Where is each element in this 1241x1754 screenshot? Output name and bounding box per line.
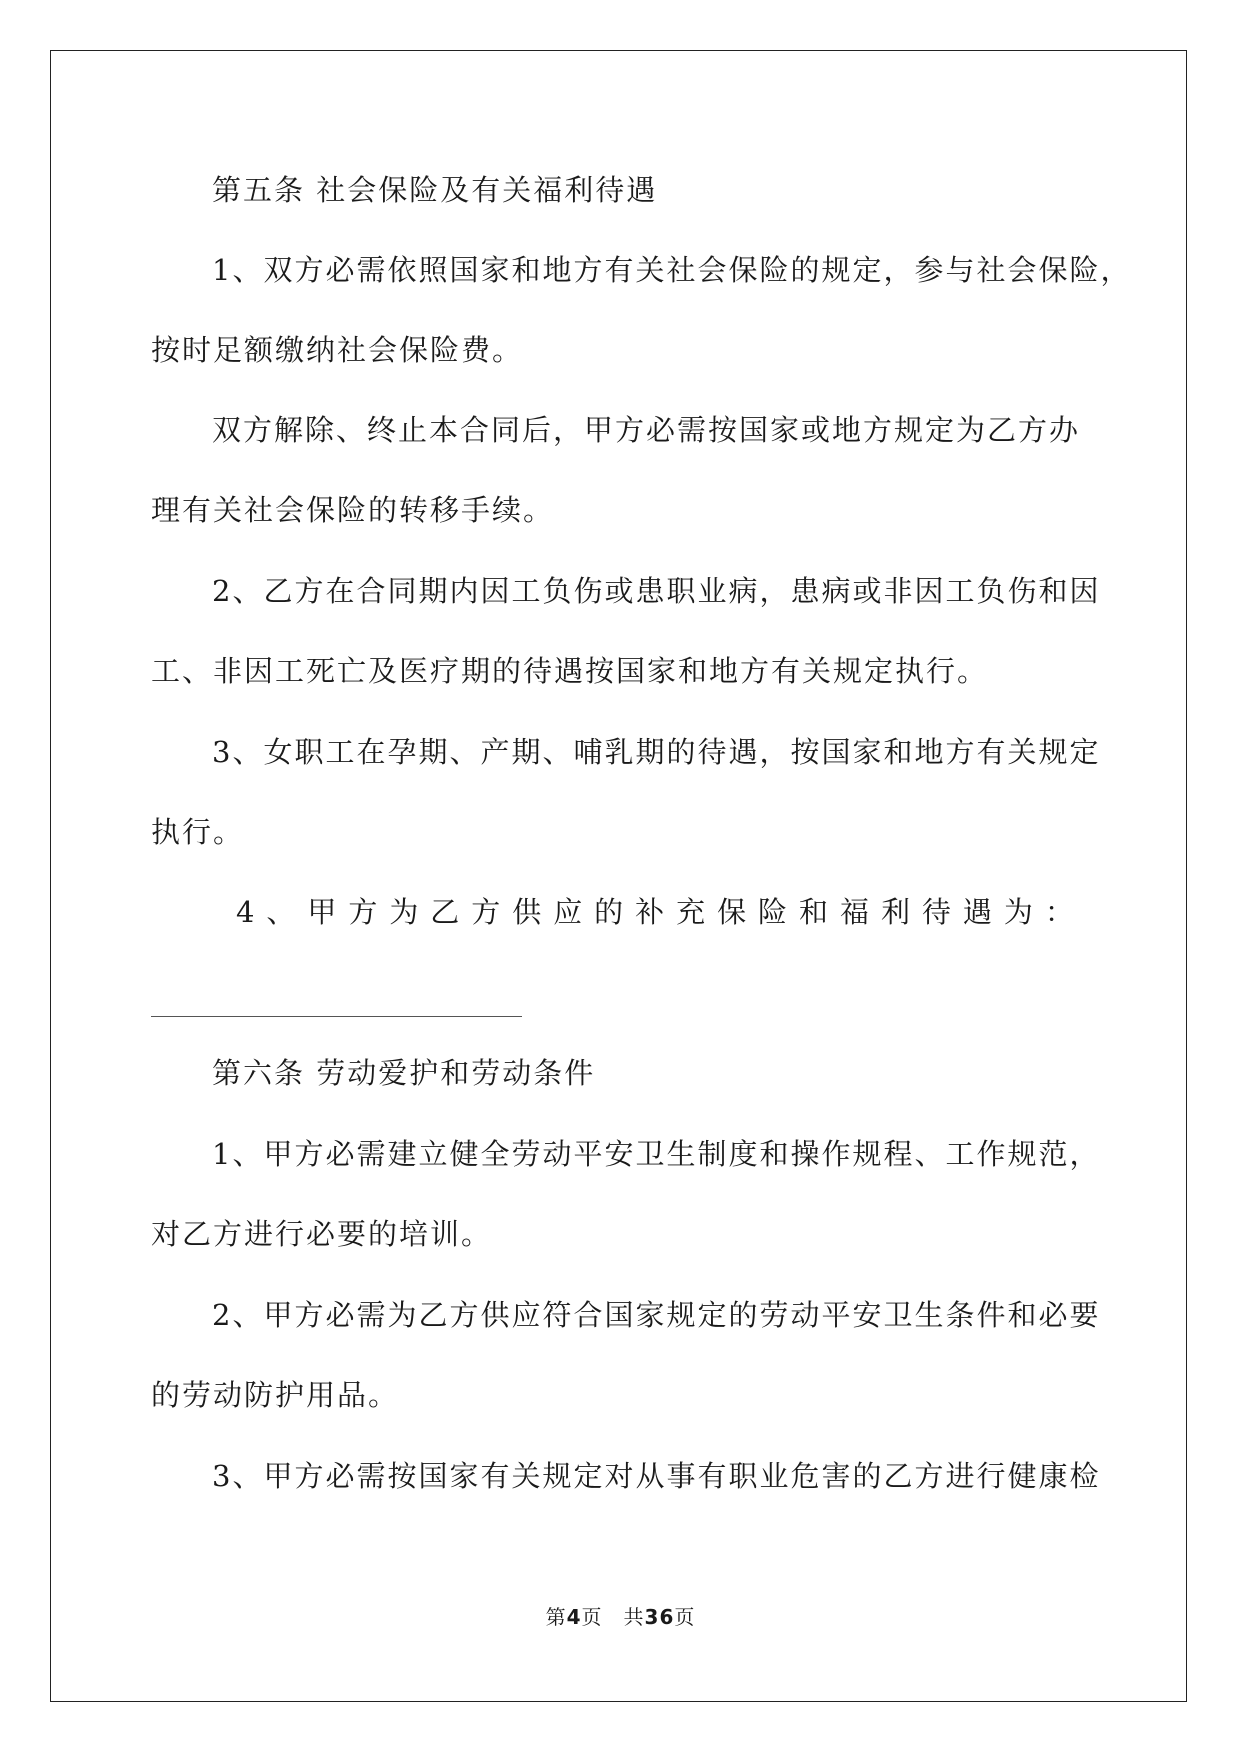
- paragraph-7-line-2: 的劳动防护用品。: [151, 1378, 400, 1412]
- paragraph-2-line-2: 理有关社会保险的转移手续。: [151, 493, 555, 527]
- p5-char: 乙: [430, 895, 462, 929]
- p5-char: 充: [676, 895, 708, 929]
- current-page-number: 4: [566, 1605, 582, 1629]
- p5-char: 待: [921, 895, 953, 929]
- p5-char: 遇: [962, 895, 994, 929]
- paragraph-1-line-1: 1、双方必需依照国家和地方有关社会保险的规定，参与社会保险，: [212, 253, 1132, 287]
- paragraph-5-justified: [236, 892, 1076, 932]
- paragraph-6-line-1: 1、甲方必需建立健全劳动平安卫生制度和操作规程、工作规范，: [212, 1137, 1101, 1171]
- p5-char: 利: [880, 895, 912, 929]
- p5-char: ：: [1044, 895, 1076, 929]
- paragraph-1-line-2: 按时足额缴纳社会保险费。: [151, 333, 524, 367]
- paragraph-3-line-2: 工、非因工死亡及医疗期的待遇按国家和地方有关规定执行。: [151, 654, 989, 688]
- p5-char: 险: [758, 895, 790, 929]
- paragraph-7-line-1: 2、甲方必需为乙方供应符合国家规定的劳动平安卫生条件和必要: [212, 1298, 1101, 1332]
- article-5-title: 第五条 社会保险及有关福利待遇: [212, 173, 658, 207]
- p5-char: 保: [717, 895, 749, 929]
- p5-char: 方: [471, 895, 503, 929]
- p5-char: 甲: [307, 895, 339, 929]
- p5-char: 补: [635, 895, 667, 929]
- paragraph-4-line-1: 3、女职工在孕期、产期、哺乳期的待遇，按国家和地方有关规定: [212, 735, 1101, 769]
- p5-char: 4: [236, 895, 257, 929]
- fill-in-blank-line: [151, 1016, 522, 1017]
- p5-char: 福: [839, 895, 871, 929]
- footer-suffix: 页: [674, 1605, 696, 1629]
- paragraph-6-line-2: 对乙方进行必要的培训。: [151, 1217, 493, 1251]
- p5-char: 为: [389, 895, 421, 929]
- p5-char: 的: [594, 895, 626, 929]
- p5-char: 应: [553, 895, 585, 929]
- footer-prefix: 第: [545, 1605, 567, 1629]
- footer-mid: 页 共: [581, 1605, 645, 1629]
- paragraph-2-line-1: 双方解除、终止本合同后，甲方必需按国家或地方规定为乙方办: [212, 413, 1081, 447]
- paragraph-8-line-1: 3、甲方必需按国家有关规定对从事有职业危害的乙方进行健康检: [212, 1459, 1101, 1493]
- article-6-title: 第六条 劳动爱护和劳动条件: [212, 1056, 596, 1090]
- paragraph-4-line-2: 执行。: [151, 815, 245, 849]
- page-border: [50, 50, 1187, 1702]
- paragraph-3-line-1: 2、乙方在合同期内因工负伤或患职业病，患病或非因工负伤和因: [212, 574, 1101, 608]
- p5-char: 、: [266, 895, 298, 929]
- total-pages-number: 36: [644, 1605, 675, 1629]
- p5-char: 供: [512, 895, 544, 929]
- p5-char: 方: [348, 895, 380, 929]
- p5-char: 和: [799, 895, 831, 929]
- p5-char: 为: [1003, 895, 1035, 929]
- page-footer: [0, 1604, 1241, 1630]
